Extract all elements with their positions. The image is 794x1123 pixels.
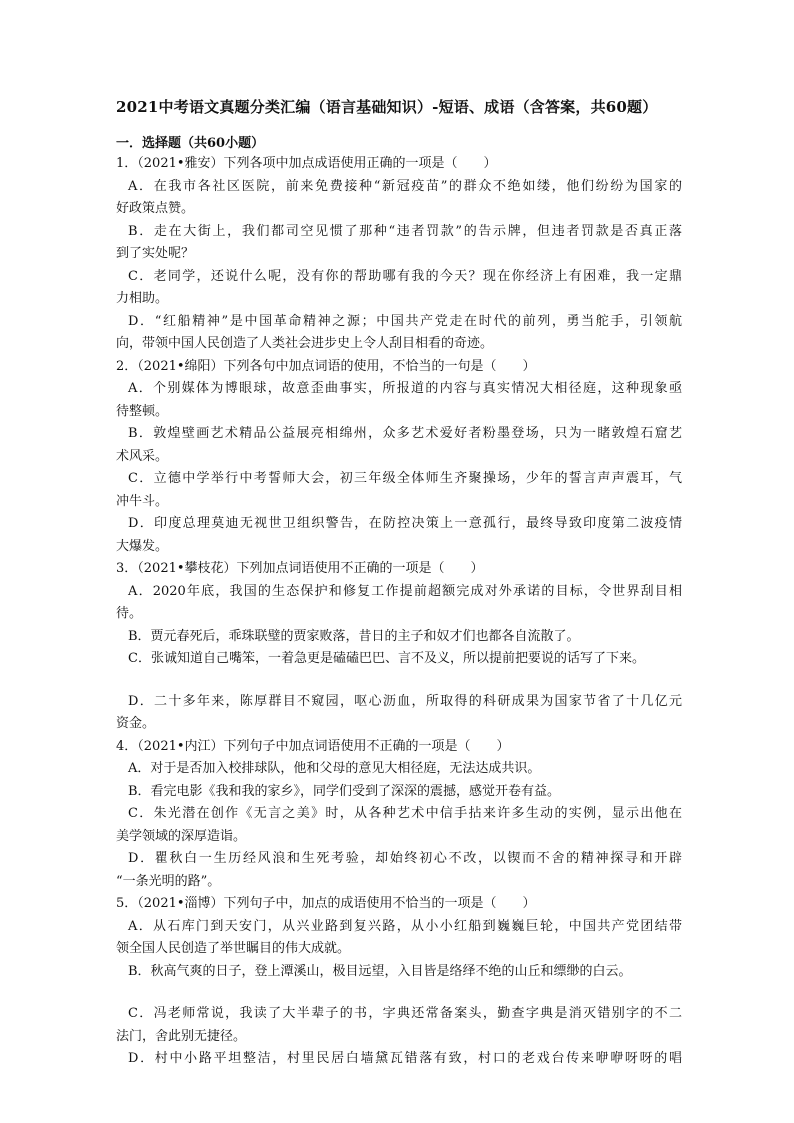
section-heading: 一．选择题（共60小题） <box>116 136 265 151</box>
option-d-cont: “一条光明的路”。 <box>116 873 221 889</box>
option-b-cont: 到了实处呢？ <box>116 246 195 261</box>
option-d: D．瞿秋白一生历经风浪和生死考验，却始终初心不改，以锲而不舍的精神探寻和开辟 <box>128 851 682 866</box>
option-a-cont: 好政策点赞。 <box>116 201 195 216</box>
option-b: B．秋高气爽的日子，登上潭溪山，极目远望，入目皆是络绎不绝的山丘和缥缈的白云。 <box>128 963 632 979</box>
question-2 <box>116 356 682 559</box>
document-body <box>116 135 682 1071</box>
question-stem: 4．（2021•内江）下列句子中加点词语使用不正确的一项是（ ） <box>116 738 510 754</box>
document-title: 2021中考语文真题分类汇编（语言基础知识）-短语、成语（含答案，共60题） <box>116 98 658 116</box>
option-d-cont: 资金。 <box>116 716 156 731</box>
option-c: C．张诚知道自己嘴笨，一着急更是磕磕巴巴、言不及义，所以提前把要说的话写了下来。 <box>128 651 645 666</box>
option-d: D．“红船精神”是中国革命精神之源；中国共产党走在时代的前列，勇当舵手，引领航 <box>128 313 682 329</box>
option-a-cont: 待整顿。 <box>116 403 169 419</box>
option-a-cont: 待。 <box>116 606 143 621</box>
option-a: A．在我市各社区医院，前来免费接种“新冠疫苗”的群众不绝如缕，他们纷纷为国家的 <box>128 178 682 194</box>
question-stem: 1．（2021•雅安）下列各项中加点成语使用正确的一项是（ ） <box>116 156 497 171</box>
option-b: B．看完电影《我和我的家乡》，同学们受到了深深的震撼，感觉开卷有益。 <box>128 783 561 799</box>
option-d-cont: 向，带领中国人民创造了人类社会进步史上令人刮目相看的奇迹。 <box>116 336 494 351</box>
option-b: B．贾元春死后，乖珠联璧的贾家败落，昔日的主子和奴才们也都各自流散了。 <box>128 628 580 644</box>
option-c: C．朱光潜在创作《无言之美》时，从各种艺术中信手拈来许多生动的实例，显示出他在 <box>128 806 682 821</box>
option-c-cont: 美学领域的深厚造诣。 <box>116 828 247 844</box>
question-stem: 5．（2021•淄博）下列句子中，加点的成语使用不恰当的一项是（ ） <box>116 896 536 911</box>
option-d: D．二十多年来，陈厚群目不窥园，呕心沥血，所取得的科研成果为国家节省了十几亿元 <box>128 693 682 709</box>
option-a: A．2020年底，我国的生态保护和修复工作提前超额完成对外承诺的目标，令世界刮目相 <box>128 583 682 599</box>
option-a: A．个别媒体为博眼球，故意歪曲事实，所报道的内容与真实情况大相径庭，这种现象亟 <box>128 381 682 396</box>
option-b-cont: 术风采。 <box>116 448 169 464</box>
option-d: D．村中小路平坦整洁，村里民居白墙黛瓦错落有致，村口的老戏台传来咿咿呀呀的唱 <box>128 1051 682 1066</box>
option-c: C．冯老师常说，我读了大半辈子的书，字典还常备案头，勤查字典是消灭错别字的不二 <box>128 1006 682 1021</box>
option-b: B．敦煌壁画艺术精品公益展亮相绵州，众多艺术爱好者粉墨登场，只为一睹敦煌石窟艺 <box>128 426 682 441</box>
question-stem: 3．（2021•攀枝花）下列加点词语使用不正确的一项是（ ） <box>116 561 484 576</box>
option-c-cont: 力相助。 <box>116 291 169 306</box>
option-a: A．对于是否加入校排球队，他和父母的意见大相径庭，无法达成共识。 <box>128 761 541 776</box>
question-3 <box>116 558 682 736</box>
option-d-cont: 大爆发。 <box>116 538 169 554</box>
option-c: C．立德中学举行中考誓师大会，初三年级全体师生齐聚操场，少年的誓言声声震耳，气 <box>128 471 682 486</box>
option-a-cont: 领全国人民创造了举世瞩目的伟大成就。 <box>116 941 351 956</box>
option-b: B．走在大街上，我们都司空见惯了那种“违者罚款”的告示牌，但违者罚款是否真正落 <box>128 223 682 239</box>
option-c-cont: 法门，舍此别无捷径。 <box>116 1028 247 1044</box>
blank-gap <box>116 983 682 1003</box>
option-c-cont: 冲牛斗。 <box>116 493 169 509</box>
question-5 <box>116 893 682 1071</box>
option-a: A．从石库门到天安门，从兴业路到复兴路，从小小红船到巍巍巨轮，中国共产党团结带 <box>128 918 682 934</box>
question-4 <box>116 736 682 894</box>
option-c: C．老同学，还说什么呢，没有你的帮助哪有我的今天？现在你经济上有困难，我一定鼎 <box>128 268 682 284</box>
question-stem: 2．（2021•绵阳）下列各句中加点词语的使用，不恰当的一句是（ ） <box>116 358 536 374</box>
blank-gap <box>116 671 682 691</box>
question-1 <box>116 153 682 356</box>
option-d: D．印度总理莫迪无视世卫组织警告，在防控决策上一意孤行，最终导致印度第二波疫情 <box>128 516 682 531</box>
